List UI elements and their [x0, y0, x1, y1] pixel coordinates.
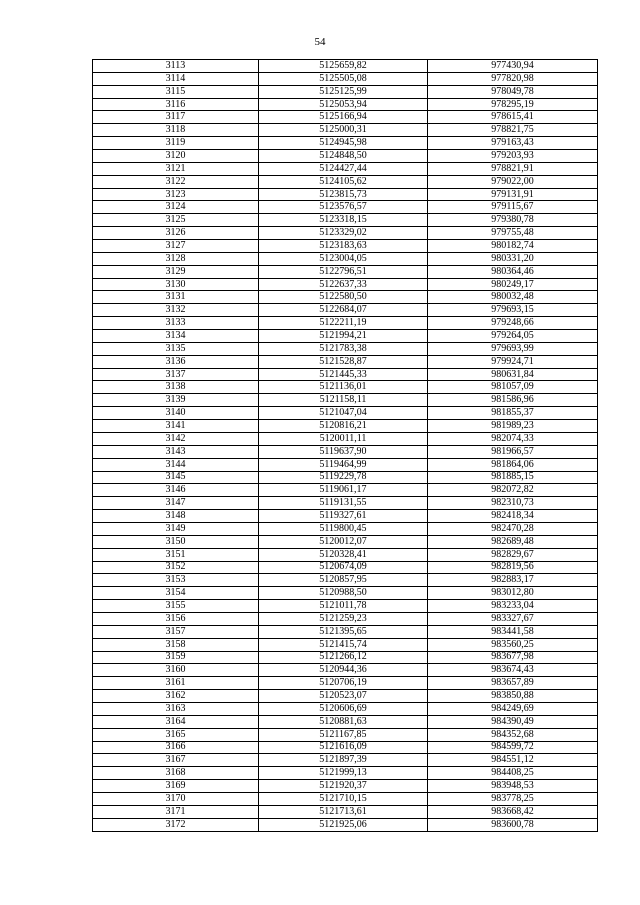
x-coordinate-cell: 5121994,21 — [259, 330, 428, 343]
point-number-cell: 3134 — [93, 330, 259, 343]
table-row — [93, 342, 598, 355]
table-row — [93, 291, 598, 304]
x-coordinate-cell: 5120011,11 — [259, 432, 428, 445]
point-number-cell: 3167 — [93, 754, 259, 767]
x-coordinate-cell: 5121445,33 — [259, 368, 428, 381]
x-coordinate-cell: 5124105,62 — [259, 175, 428, 188]
x-coordinate-cell: 5124848,50 — [259, 150, 428, 163]
x-coordinate-cell: 5121713,61 — [259, 805, 428, 818]
x-coordinate-cell: 5119637,90 — [259, 445, 428, 458]
x-coordinate-cell: 5123576,57 — [259, 201, 428, 214]
table-row — [93, 664, 598, 677]
y-coordinate-cell: 979380,78 — [428, 214, 598, 227]
table-row — [93, 587, 598, 600]
x-coordinate-cell: 5119131,55 — [259, 497, 428, 510]
x-coordinate-cell: 5120881,63 — [259, 715, 428, 728]
x-coordinate-cell: 5121616,09 — [259, 741, 428, 754]
table-row — [93, 458, 598, 471]
x-coordinate-cell: 5122580,50 — [259, 291, 428, 304]
table-row — [93, 227, 598, 240]
y-coordinate-cell: 977430,94 — [428, 60, 598, 73]
y-coordinate-cell: 984390,49 — [428, 715, 598, 728]
y-coordinate-cell: 983778,25 — [428, 792, 598, 805]
y-coordinate-cell: 983674,43 — [428, 664, 598, 677]
y-coordinate-cell: 980331,20 — [428, 252, 598, 265]
table-row — [93, 394, 598, 407]
y-coordinate-cell: 983441,58 — [428, 625, 598, 638]
y-coordinate-cell: 982418,34 — [428, 510, 598, 523]
y-coordinate-cell: 980249,17 — [428, 278, 598, 291]
point-number-cell: 3157 — [93, 625, 259, 638]
point-number-cell: 3115 — [93, 85, 259, 98]
y-coordinate-cell: 983668,42 — [428, 805, 598, 818]
y-coordinate-cell: 983233,04 — [428, 600, 598, 613]
point-number-cell: 3165 — [93, 728, 259, 741]
y-coordinate-cell: 981057,09 — [428, 381, 598, 394]
x-coordinate-cell: 5123183,63 — [259, 240, 428, 253]
table-row — [93, 702, 598, 715]
x-coordinate-cell: 5121528,87 — [259, 355, 428, 368]
x-coordinate-cell: 5119327,61 — [259, 510, 428, 523]
table-row — [93, 214, 598, 227]
point-number-cell: 3164 — [93, 715, 259, 728]
y-coordinate-cell: 983560,25 — [428, 638, 598, 651]
table-row — [93, 638, 598, 651]
point-number-cell: 3138 — [93, 381, 259, 394]
x-coordinate-cell: 5123004,05 — [259, 252, 428, 265]
point-number-cell: 3122 — [93, 175, 259, 188]
point-number-cell: 3117 — [93, 111, 259, 124]
point-number-cell: 3169 — [93, 780, 259, 793]
point-number-cell: 3131 — [93, 291, 259, 304]
x-coordinate-cell: 5121999,13 — [259, 767, 428, 780]
x-coordinate-cell: 5125659,82 — [259, 60, 428, 73]
point-number-cell: 3141 — [93, 420, 259, 433]
point-number-cell: 3139 — [93, 394, 259, 407]
table-row — [93, 137, 598, 150]
y-coordinate-cell: 978821,91 — [428, 162, 598, 175]
x-coordinate-cell: 5125125,99 — [259, 85, 428, 98]
y-coordinate-cell: 982470,28 — [428, 522, 598, 535]
point-number-cell: 3135 — [93, 342, 259, 355]
y-coordinate-cell: 980182,74 — [428, 240, 598, 253]
y-coordinate-cell: 980032,48 — [428, 291, 598, 304]
x-coordinate-cell: 5120674,09 — [259, 561, 428, 574]
table-row — [93, 612, 598, 625]
table-row — [93, 150, 598, 163]
table-row — [93, 651, 598, 664]
x-coordinate-cell: 5121158,11 — [259, 394, 428, 407]
point-number-cell: 3150 — [93, 535, 259, 548]
point-number-cell: 3146 — [93, 484, 259, 497]
point-number-cell: 3125 — [93, 214, 259, 227]
table-row — [93, 548, 598, 561]
point-number-cell: 3144 — [93, 458, 259, 471]
x-coordinate-cell: 5121011,78 — [259, 600, 428, 613]
table-row — [93, 60, 598, 73]
x-coordinate-cell: 5121136,01 — [259, 381, 428, 394]
y-coordinate-cell: 983012,80 — [428, 587, 598, 600]
table-row — [93, 304, 598, 317]
table-row — [93, 175, 598, 188]
point-number-cell: 3163 — [93, 702, 259, 715]
y-coordinate-cell: 983657,89 — [428, 677, 598, 690]
x-coordinate-cell: 5120328,41 — [259, 548, 428, 561]
table-row — [93, 818, 598, 831]
y-coordinate-cell: 979693,99 — [428, 342, 598, 355]
table-row — [93, 111, 598, 124]
point-number-cell: 3143 — [93, 445, 259, 458]
point-number-cell: 3129 — [93, 265, 259, 278]
y-coordinate-cell: 982310,73 — [428, 497, 598, 510]
x-coordinate-cell: 5121925,06 — [259, 818, 428, 831]
x-coordinate-cell: 5122211,19 — [259, 317, 428, 330]
point-number-cell: 3162 — [93, 690, 259, 703]
point-number-cell: 3124 — [93, 201, 259, 214]
x-coordinate-cell: 5120523,07 — [259, 690, 428, 703]
table-row — [93, 471, 598, 484]
point-number-cell: 3132 — [93, 304, 259, 317]
page-number: 54 — [314, 36, 326, 48]
x-coordinate-cell: 5123318,15 — [259, 214, 428, 227]
table-row — [93, 715, 598, 728]
point-number-cell: 3128 — [93, 252, 259, 265]
y-coordinate-cell: 981864,06 — [428, 458, 598, 471]
y-coordinate-cell: 979693,15 — [428, 304, 598, 317]
point-number-cell: 3123 — [93, 188, 259, 201]
x-coordinate-cell: 5121266,12 — [259, 651, 428, 664]
point-number-cell: 3130 — [93, 278, 259, 291]
table-row — [93, 317, 598, 330]
x-coordinate-cell: 5124427,44 — [259, 162, 428, 175]
y-coordinate-cell: 984408,25 — [428, 767, 598, 780]
table-row — [93, 805, 598, 818]
table-row — [93, 162, 598, 175]
x-coordinate-cell: 5125000,31 — [259, 124, 428, 137]
point-number-cell: 3145 — [93, 471, 259, 484]
y-coordinate-cell: 977820,98 — [428, 72, 598, 85]
x-coordinate-cell: 5121897,39 — [259, 754, 428, 767]
x-coordinate-cell: 5121415,74 — [259, 638, 428, 651]
point-number-cell: 3152 — [93, 561, 259, 574]
y-coordinate-cell: 979163,43 — [428, 137, 598, 150]
x-coordinate-cell: 5121920,37 — [259, 780, 428, 793]
y-coordinate-cell: 980631,84 — [428, 368, 598, 381]
x-coordinate-cell: 5120012,07 — [259, 535, 428, 548]
table-row — [93, 792, 598, 805]
y-coordinate-cell: 983677,98 — [428, 651, 598, 664]
point-number-cell: 3121 — [93, 162, 259, 175]
y-coordinate-cell: 979755,48 — [428, 227, 598, 240]
x-coordinate-cell: 5121259,23 — [259, 612, 428, 625]
table-row — [93, 561, 598, 574]
y-coordinate-cell: 984599,72 — [428, 741, 598, 754]
point-number-cell: 3160 — [93, 664, 259, 677]
x-coordinate-cell: 5121167,85 — [259, 728, 428, 741]
table-row — [93, 72, 598, 85]
table-row — [93, 407, 598, 420]
coordinates-table-body — [93, 60, 598, 832]
y-coordinate-cell: 978615,41 — [428, 111, 598, 124]
point-number-cell: 3149 — [93, 522, 259, 535]
point-number-cell: 3154 — [93, 587, 259, 600]
x-coordinate-cell: 5121710,15 — [259, 792, 428, 805]
table-row — [93, 690, 598, 703]
x-coordinate-cell: 5123329,02 — [259, 227, 428, 240]
table-row — [93, 510, 598, 523]
y-coordinate-cell: 983600,78 — [428, 818, 598, 831]
table-row — [93, 728, 598, 741]
table-row — [93, 741, 598, 754]
point-number-cell: 3136 — [93, 355, 259, 368]
point-number-cell: 3126 — [93, 227, 259, 240]
y-coordinate-cell: 979115,67 — [428, 201, 598, 214]
table-row — [93, 535, 598, 548]
point-number-cell: 3148 — [93, 510, 259, 523]
y-coordinate-cell: 983850,88 — [428, 690, 598, 703]
y-coordinate-cell: 978821,75 — [428, 124, 598, 137]
table-row — [93, 445, 598, 458]
point-number-cell: 3156 — [93, 612, 259, 625]
y-coordinate-cell: 982829,67 — [428, 548, 598, 561]
y-coordinate-cell: 979131,91 — [428, 188, 598, 201]
point-number-cell: 3161 — [93, 677, 259, 690]
point-number-cell: 3151 — [93, 548, 259, 561]
point-number-cell: 3147 — [93, 497, 259, 510]
point-number-cell: 3114 — [93, 72, 259, 85]
x-coordinate-cell: 5125166,94 — [259, 111, 428, 124]
x-coordinate-cell: 5120857,95 — [259, 574, 428, 587]
x-coordinate-cell: 5123815,73 — [259, 188, 428, 201]
y-coordinate-cell: 981855,37 — [428, 407, 598, 420]
x-coordinate-cell: 5121783,38 — [259, 342, 428, 355]
table-row — [93, 522, 598, 535]
y-coordinate-cell: 984249,69 — [428, 702, 598, 715]
table-row — [93, 355, 598, 368]
y-coordinate-cell: 981989,23 — [428, 420, 598, 433]
x-coordinate-cell: 5122684,07 — [259, 304, 428, 317]
point-number-cell: 3133 — [93, 317, 259, 330]
point-number-cell: 3120 — [93, 150, 259, 163]
x-coordinate-cell: 5120988,50 — [259, 587, 428, 600]
table-row — [93, 677, 598, 690]
table-row — [93, 330, 598, 343]
point-number-cell: 3171 — [93, 805, 259, 818]
y-coordinate-cell: 981966,57 — [428, 445, 598, 458]
x-coordinate-cell: 5120706,19 — [259, 677, 428, 690]
x-coordinate-cell: 5125053,94 — [259, 98, 428, 111]
y-coordinate-cell: 982689,48 — [428, 535, 598, 548]
table-row — [93, 780, 598, 793]
x-coordinate-cell: 5119061,17 — [259, 484, 428, 497]
table-row — [93, 265, 598, 278]
x-coordinate-cell: 5120816,21 — [259, 420, 428, 433]
y-coordinate-cell: 981885,15 — [428, 471, 598, 484]
x-coordinate-cell: 5122796,51 — [259, 265, 428, 278]
y-coordinate-cell: 979248,66 — [428, 317, 598, 330]
y-coordinate-cell: 984551,12 — [428, 754, 598, 767]
table-row — [93, 252, 598, 265]
y-coordinate-cell: 984352,68 — [428, 728, 598, 741]
table-row — [93, 600, 598, 613]
x-coordinate-cell: 5120606,69 — [259, 702, 428, 715]
point-number-cell: 3119 — [93, 137, 259, 150]
x-coordinate-cell: 5119229,78 — [259, 471, 428, 484]
point-number-cell: 3142 — [93, 432, 259, 445]
point-number-cell: 3168 — [93, 767, 259, 780]
y-coordinate-cell: 983327,67 — [428, 612, 598, 625]
table-row — [93, 381, 598, 394]
x-coordinate-cell: 5120944,36 — [259, 664, 428, 677]
table-row — [93, 278, 598, 291]
table-row — [93, 754, 598, 767]
y-coordinate-cell: 983948,53 — [428, 780, 598, 793]
table-row — [93, 85, 598, 98]
x-coordinate-cell: 5119800,45 — [259, 522, 428, 535]
y-coordinate-cell: 979264,05 — [428, 330, 598, 343]
table-row — [93, 625, 598, 638]
y-coordinate-cell: 979924,71 — [428, 355, 598, 368]
y-coordinate-cell: 978049,78 — [428, 85, 598, 98]
point-number-cell: 3155 — [93, 600, 259, 613]
point-number-cell: 3158 — [93, 638, 259, 651]
point-number-cell: 3159 — [93, 651, 259, 664]
table-row — [93, 240, 598, 253]
x-coordinate-cell: 5119464,99 — [259, 458, 428, 471]
table-row — [93, 767, 598, 780]
x-coordinate-cell: 5125505,08 — [259, 72, 428, 85]
point-number-cell: 3140 — [93, 407, 259, 420]
point-number-cell: 3113 — [93, 60, 259, 73]
point-number-cell: 3172 — [93, 818, 259, 831]
y-coordinate-cell: 982819,56 — [428, 561, 598, 574]
point-number-cell: 3153 — [93, 574, 259, 587]
point-number-cell: 3170 — [93, 792, 259, 805]
table-row — [93, 432, 598, 445]
y-coordinate-cell: 979022,00 — [428, 175, 598, 188]
point-number-cell: 3166 — [93, 741, 259, 754]
table-row — [93, 420, 598, 433]
y-coordinate-cell: 982883,17 — [428, 574, 598, 587]
x-coordinate-cell: 5122637,33 — [259, 278, 428, 291]
table-row — [93, 98, 598, 111]
coordinates-table — [92, 59, 598, 832]
table-row — [93, 497, 598, 510]
y-coordinate-cell: 980364,46 — [428, 265, 598, 278]
table-row — [93, 484, 598, 497]
y-coordinate-cell: 981586,96 — [428, 394, 598, 407]
point-number-cell: 3116 — [93, 98, 259, 111]
x-coordinate-cell: 5124945,98 — [259, 137, 428, 150]
y-coordinate-cell: 982074,33 — [428, 432, 598, 445]
point-number-cell: 3137 — [93, 368, 259, 381]
table-row — [93, 124, 598, 137]
y-coordinate-cell: 978295,19 — [428, 98, 598, 111]
table-row — [93, 188, 598, 201]
y-coordinate-cell: 979203,93 — [428, 150, 598, 163]
point-number-cell: 3127 — [93, 240, 259, 253]
x-coordinate-cell: 5121395,65 — [259, 625, 428, 638]
table-row — [93, 574, 598, 587]
point-number-cell: 3118 — [93, 124, 259, 137]
table-row — [93, 201, 598, 214]
x-coordinate-cell: 5121047,04 — [259, 407, 428, 420]
table-row — [93, 368, 598, 381]
y-coordinate-cell: 982072,82 — [428, 484, 598, 497]
